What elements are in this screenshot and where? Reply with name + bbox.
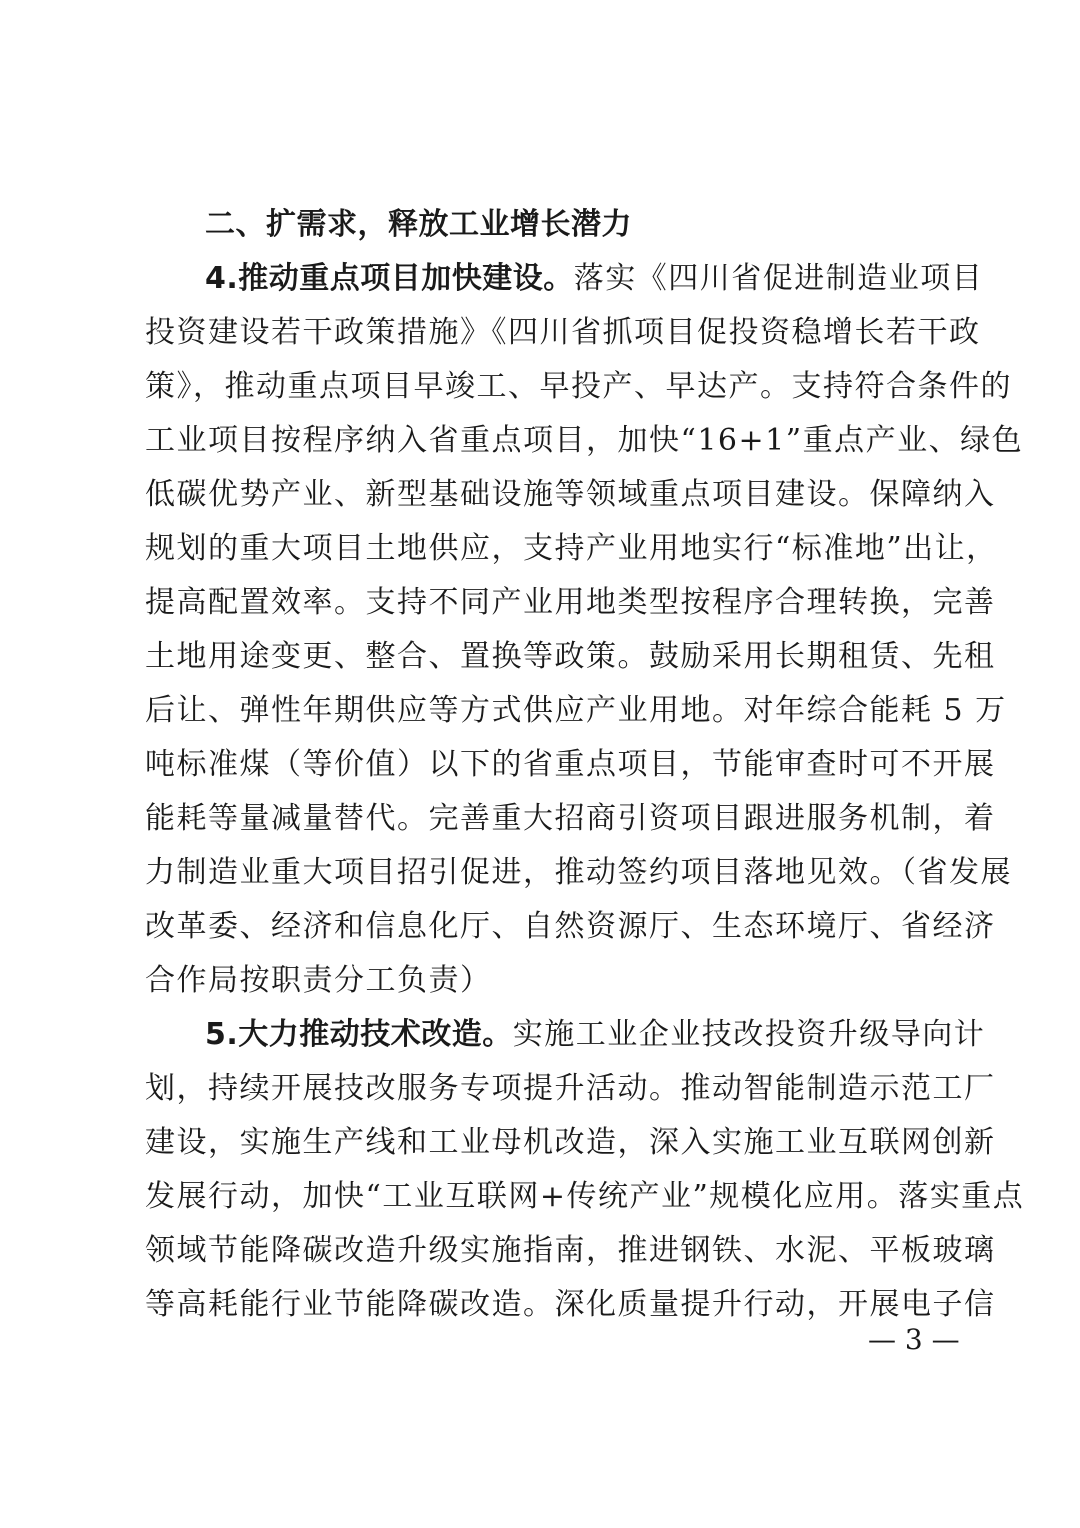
paragraph-line: 工业项目按程序纳入省重点项目，加快“16+1”重点产业、绿色 [145, 423, 1024, 458]
paragraph-line: 等高耗能行业节能降碳改造。深化质量提升行动，开展电子信 [145, 1287, 996, 1322]
paragraph-line: 力制造业重大项目招引促进，推动签约项目落地见效。（省发展 [145, 855, 1012, 890]
section-heading: 二、扩需求，释放工业增长潜力 [205, 207, 632, 242]
paragraph-line: 规划的重大项目土地供应，支持产业用地实行“标准地”出让， [145, 531, 998, 566]
page-number: — 3 — [868, 1323, 960, 1356]
paragraph-line: 能耗等量减量替代。完善重大招商引资项目跟进服务机制，着 [145, 801, 996, 836]
paragraph-line: 领域节能降碳改造升级实施指南，推进钢铁、水泥、平板玻璃 [145, 1233, 996, 1268]
paragraph-5-lead: 5.大力推动技术改造。 [205, 1017, 513, 1052]
paragraph-line: 划，持续开展技改服务专项提升活动。推动智能制造示范工厂 [145, 1071, 996, 1106]
paragraph-line: 吨标准煤（等价值）以下的省重点项目，节能审查时可不开展 [145, 747, 996, 782]
paragraph-4-lead: 4.推动重点项目加快建设。 [205, 261, 574, 296]
paragraph-line: 建设，实施生产线和工业母机改造，深入实施工业互联网创新 [145, 1125, 996, 1160]
paragraph-line: 低碳优势产业、新型基础设施等领域重点项目建设。保障纳入 [145, 477, 996, 512]
paragraph-line: 改革委、经济和信息化厅、自然资源厅、生态环境厅、省经济 [145, 909, 996, 944]
paragraph-line: 策》，推动重点项目早竣工、早投产、早达产。支持符合条件的 [145, 369, 1012, 404]
paragraph-4-first-text: 落实《四川省促进制造业项目 [573, 261, 984, 296]
paragraph-line: 发展行动，加快“工业互联网+传统产业”规模化应用。落实重点 [145, 1179, 1025, 1214]
paragraph-5-first-text: 实施工业企业技改投资升级导向计 [512, 1017, 986, 1052]
paragraph-4-first-line [205, 252, 984, 306]
paragraph-line: 后让、弹性年期供应等方式供应产业用地。对年综合能耗 5 万 [145, 693, 1007, 728]
paragraph-line: 提高配置效率。支持不同产业用地类型按程序合理转换，完善 [145, 585, 996, 620]
paragraph-line: 投资建设若干政策措施》《四川省抓项目促投资稳增长若干政 [145, 315, 981, 350]
paragraph-5-first-line [205, 1008, 986, 1062]
paragraph-line: 合作局按职责分工负责） [145, 963, 492, 998]
paragraph-line: 土地用途变更、整合、置换等政策。鼓励采用长期租赁、先租 [145, 639, 996, 674]
